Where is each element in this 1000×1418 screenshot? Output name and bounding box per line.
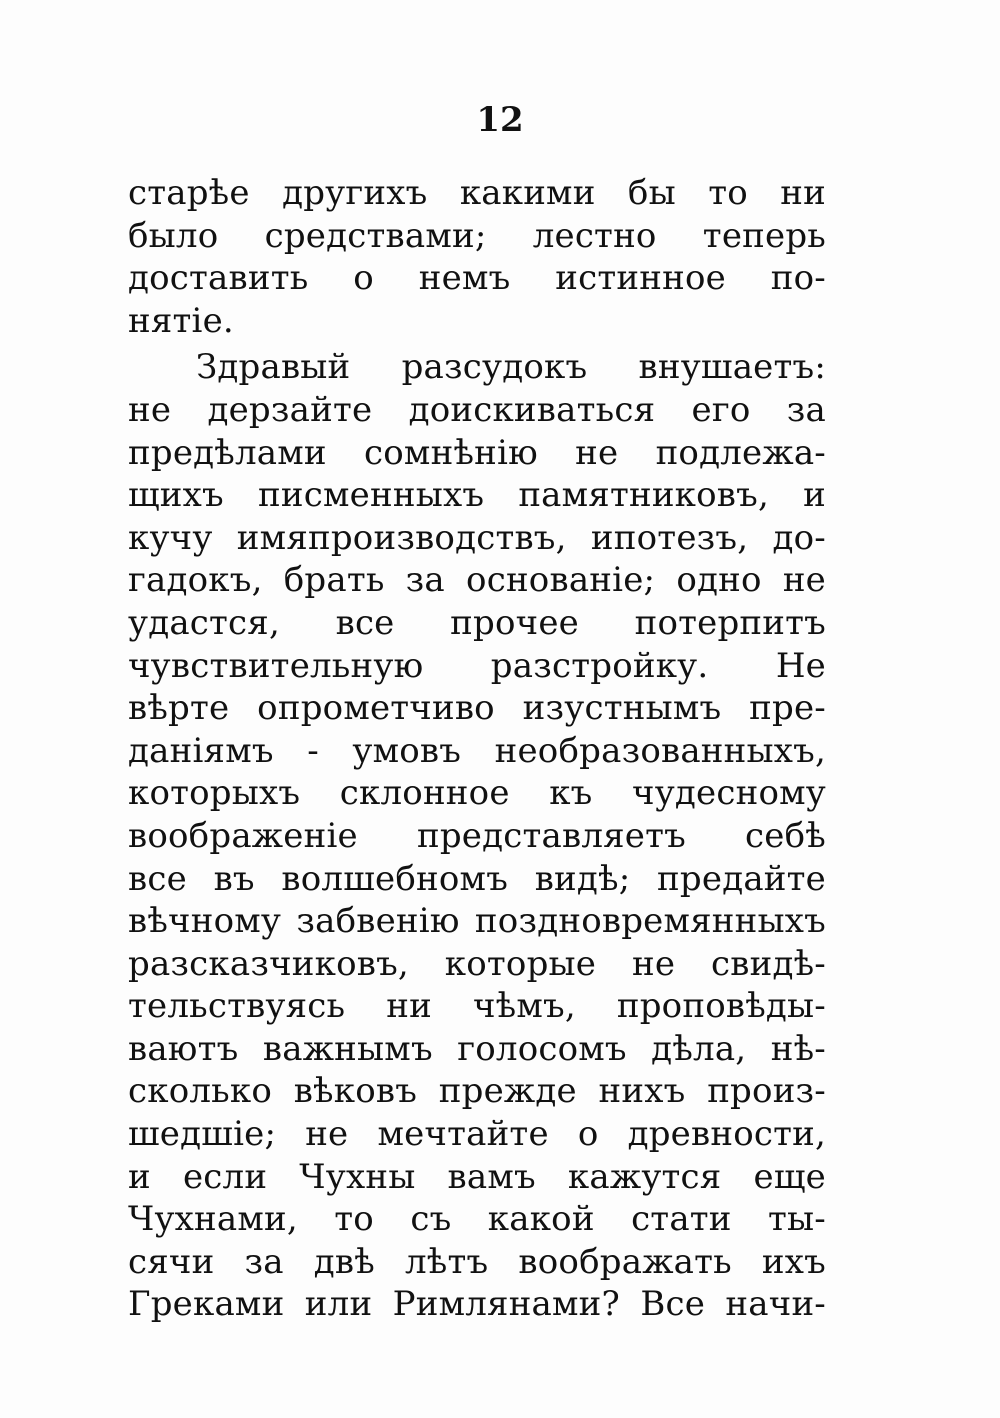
text-line: шедшіе; не мечтайте о древности, bbox=[128, 1114, 826, 1155]
text-line: тельствуясь ни чѣмъ, проповѣды- bbox=[128, 986, 826, 1027]
text-line: и если Чухны вамъ кажутся еще bbox=[128, 1156, 826, 1197]
text-line: ваютъ важнымъ голосомъ дѣла, нѣ- bbox=[128, 1028, 826, 1069]
paragraph-1 bbox=[128, 172, 826, 342]
text-line: удастся, все прочее потерпитъ bbox=[128, 602, 826, 643]
text-line: старѣе другихъ какими бы то ни bbox=[128, 173, 826, 213]
paragraph-2 bbox=[128, 346, 826, 1326]
text-line: предѣлами сомнѣнію не подлежа- bbox=[128, 432, 826, 473]
text-line: вѣчному забвенію поздновремянныхъ bbox=[128, 901, 826, 942]
text-line: кучу имяпроизводствъ, ипотезъ, до- bbox=[128, 517, 826, 558]
text-line: чувствительную разстройку. Не bbox=[128, 645, 826, 686]
text-line: которыхъ склонное къ чудесному bbox=[128, 773, 826, 814]
text-line: Чухнами, то съ какой стати ты- bbox=[128, 1199, 826, 1240]
text-line: разсказчиковъ, которые не свидѣ- bbox=[128, 943, 826, 984]
text-line: нятіе. bbox=[128, 300, 234, 341]
text-line: доставить о немъ истинное по- bbox=[128, 258, 826, 299]
text-line: Греками или Римлянами? Все начи- bbox=[128, 1284, 826, 1325]
text-line: было средствами; лестно теперь bbox=[128, 215, 826, 256]
text-line: сколько вѣковъ прежде нихъ произ- bbox=[128, 1071, 826, 1112]
text-line: щихъ писменныхъ памятниковъ, и bbox=[128, 475, 826, 516]
text-line: даніямъ - умовъ необразованныхъ, bbox=[128, 730, 826, 771]
page-number: 12 bbox=[476, 100, 524, 140]
text-line: не дерзайте доискиваться его за bbox=[128, 389, 826, 430]
body-text bbox=[128, 172, 826, 1326]
text-line: все въ волшебномъ видѣ; предайте bbox=[128, 858, 826, 899]
text-line: воображеніе представляетъ себѣ bbox=[128, 815, 826, 856]
text-line: вѣрте опрометчиво изустнымъ пре- bbox=[128, 688, 826, 729]
text-line: гадокъ, брать за основаніе; одно не bbox=[128, 560, 826, 601]
text-line: сячи за двѣ лѣтъ воображать ихъ bbox=[128, 1241, 826, 1282]
text-line: Здравый разсудокъ внушаетъ: bbox=[196, 347, 826, 388]
